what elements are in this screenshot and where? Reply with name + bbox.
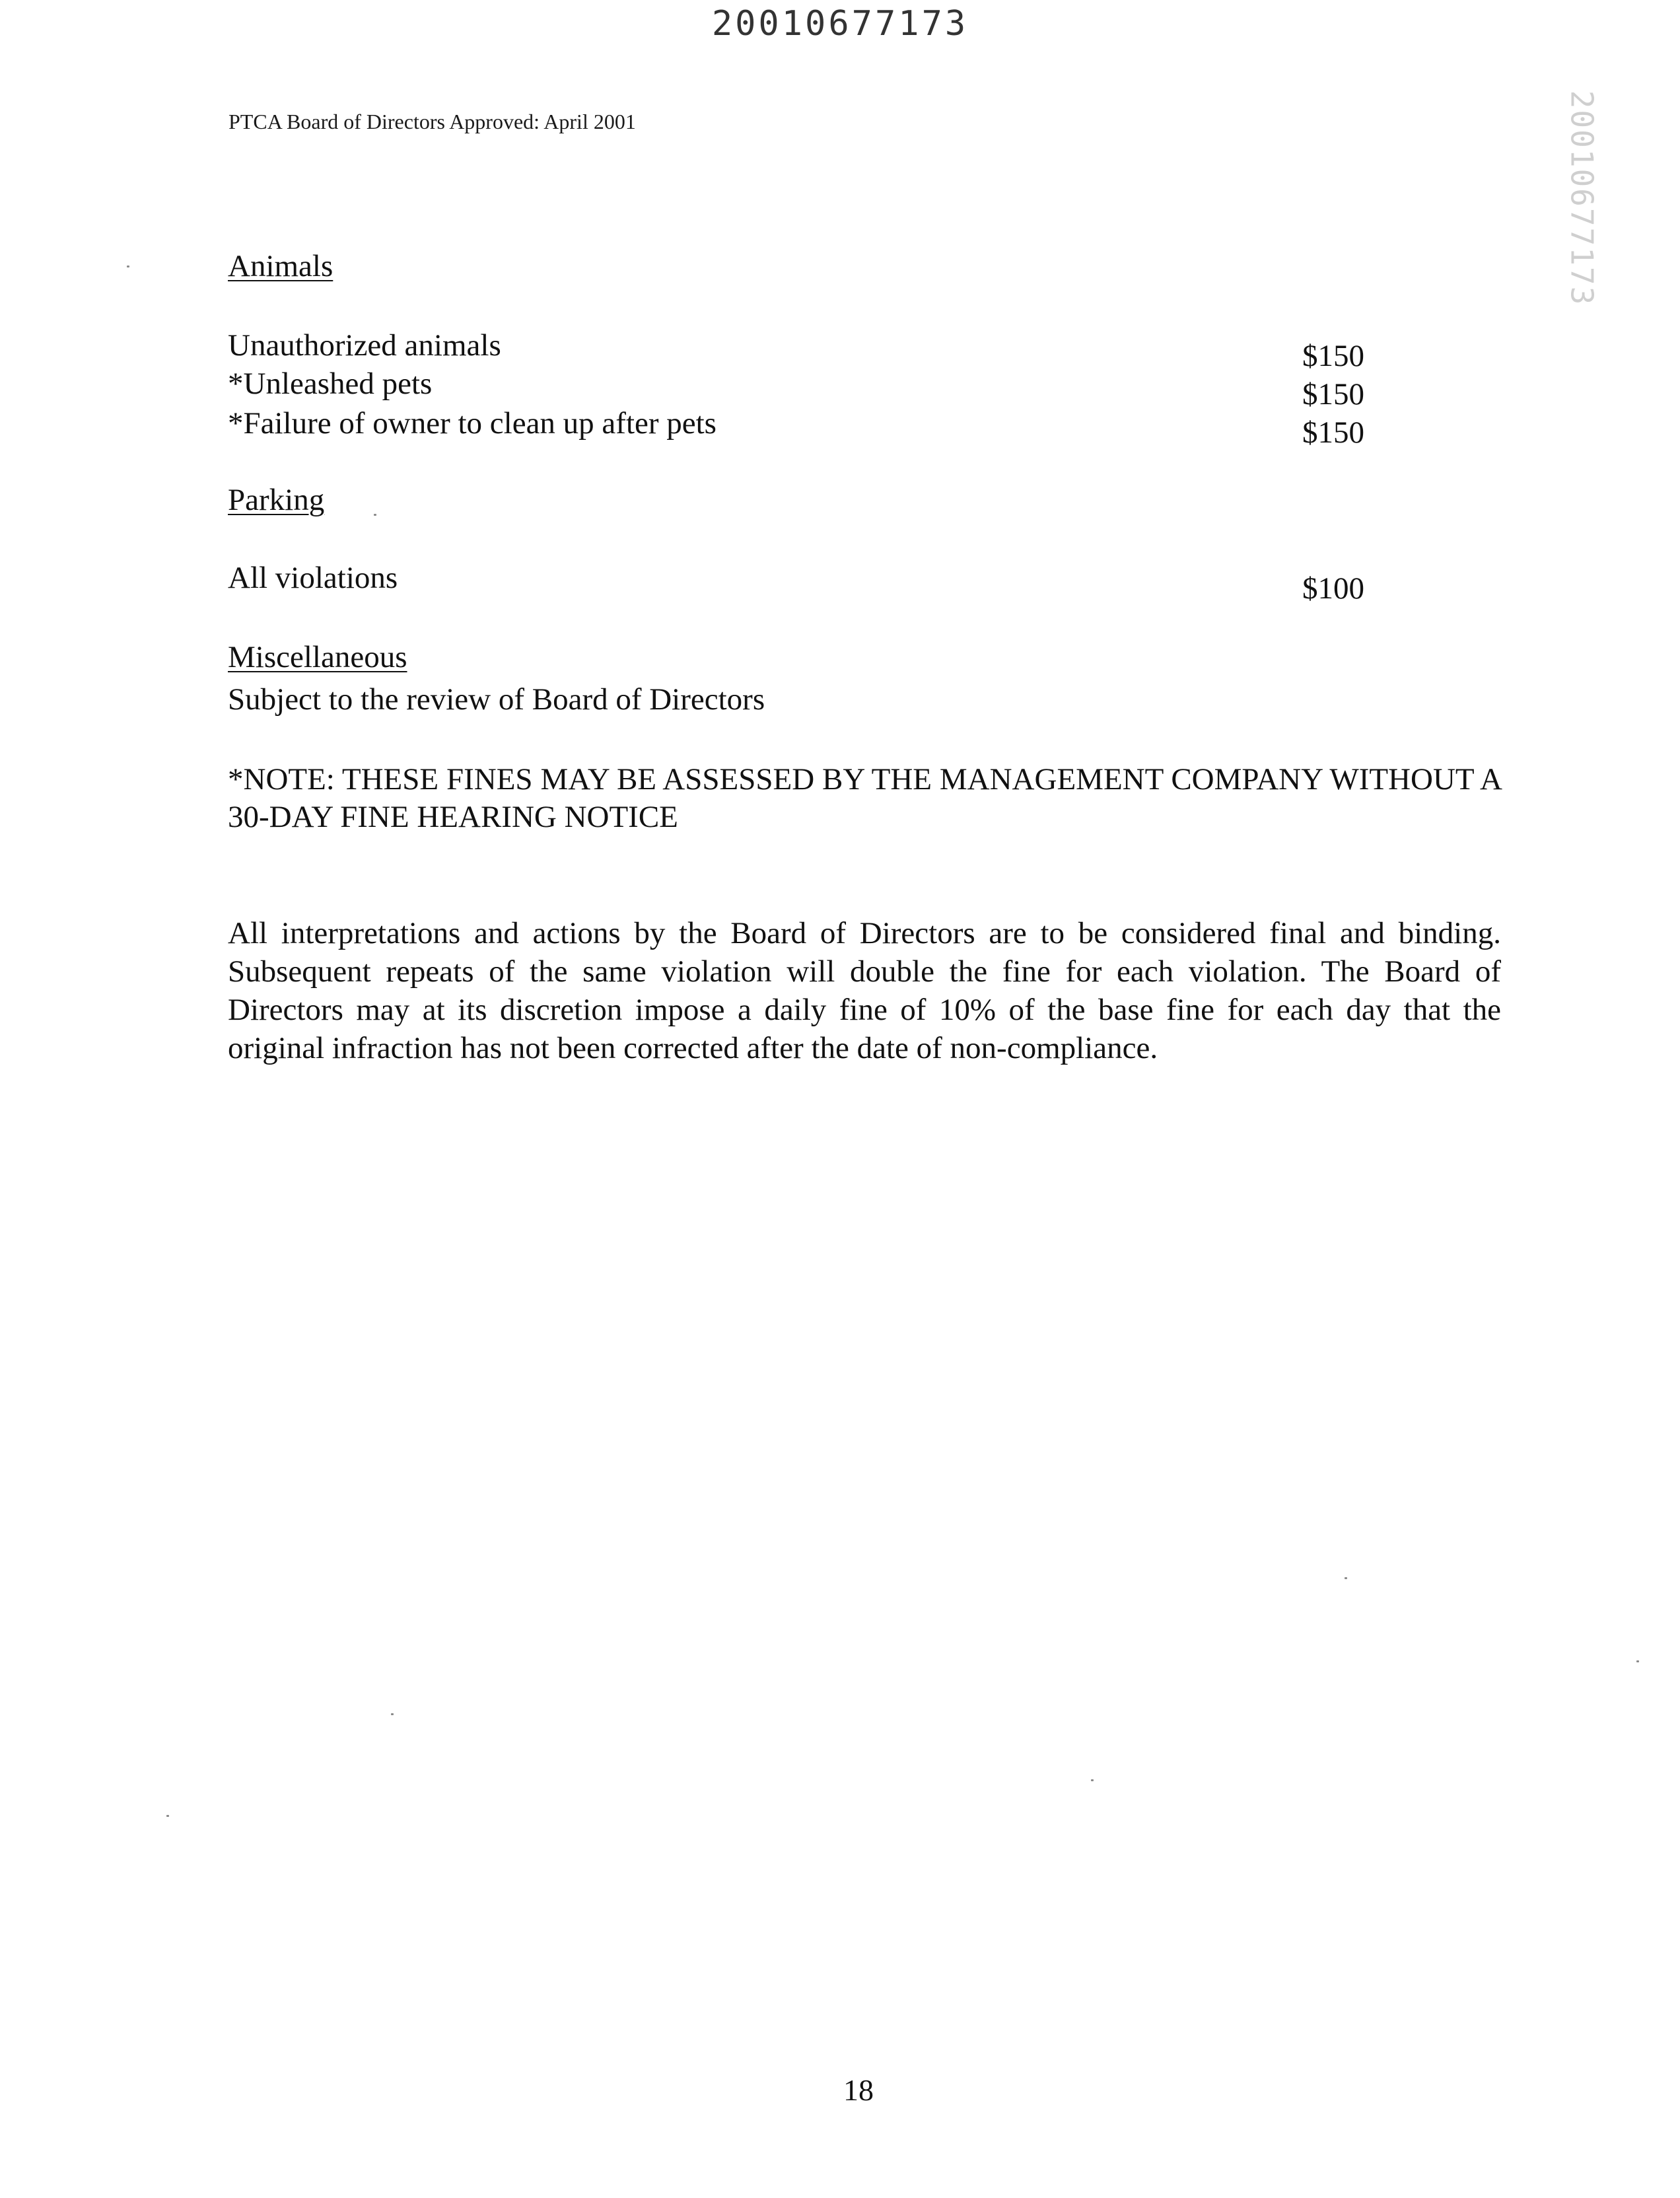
scan-speck bbox=[166, 1815, 169, 1817]
management-note: *NOTE: THESE FINES MAY BE ASSESSED BY THE MANAGEMENT COMPANY WITHOUT A 30-DAY FINE HEARING NOTICE bbox=[228, 762, 1502, 834]
scan-speck bbox=[391, 1713, 394, 1715]
approval-header: PTCA Board of Directors Approved: April 2001 bbox=[228, 110, 636, 133]
fine-amount: $100 bbox=[1302, 571, 1364, 606]
side-stamp bbox=[1558, 92, 1605, 304]
fine-amount: $150 bbox=[1302, 377, 1364, 411]
animals-heading: Animals bbox=[228, 249, 333, 283]
scan-speck bbox=[127, 266, 129, 267]
violation-label: All violations bbox=[228, 561, 398, 595]
scan-speck bbox=[1636, 1660, 1639, 1662]
violation-label: Unauthorized animals bbox=[228, 328, 501, 363]
violation-label: *Failure of owner to clean up after pets bbox=[228, 406, 717, 441]
document-number: 20010677173 bbox=[711, 4, 969, 44]
scan-speck bbox=[1345, 1577, 1347, 1579]
scan-speck bbox=[1091, 1779, 1094, 1781]
board-policy-paragraph: All interpretations and actions by the Board of Directors are to be considered final and binding. Subsequent repeats of the same violation will double the fine for each violation. The Board of Directors may at its discretion impose a daily fine of 10% of the base fine for each day that the original infraction has not been corrected after the date of non-compliance. bbox=[228, 916, 1501, 1065]
page-number: 18 bbox=[843, 2073, 874, 2107]
miscellaneous-text: Subject to the review of Board of Directors bbox=[228, 682, 765, 717]
fine-amount: $150 bbox=[1302, 415, 1364, 450]
parking-heading: Parking bbox=[228, 483, 325, 517]
miscellaneous-heading: Miscellaneous bbox=[228, 640, 407, 674]
scan-speck bbox=[374, 514, 376, 516]
fine-amount: $150 bbox=[1302, 339, 1364, 373]
side-stamp-text: 20010677173 bbox=[1564, 90, 1600, 306]
violation-label: *Unleashed pets bbox=[228, 367, 433, 401]
